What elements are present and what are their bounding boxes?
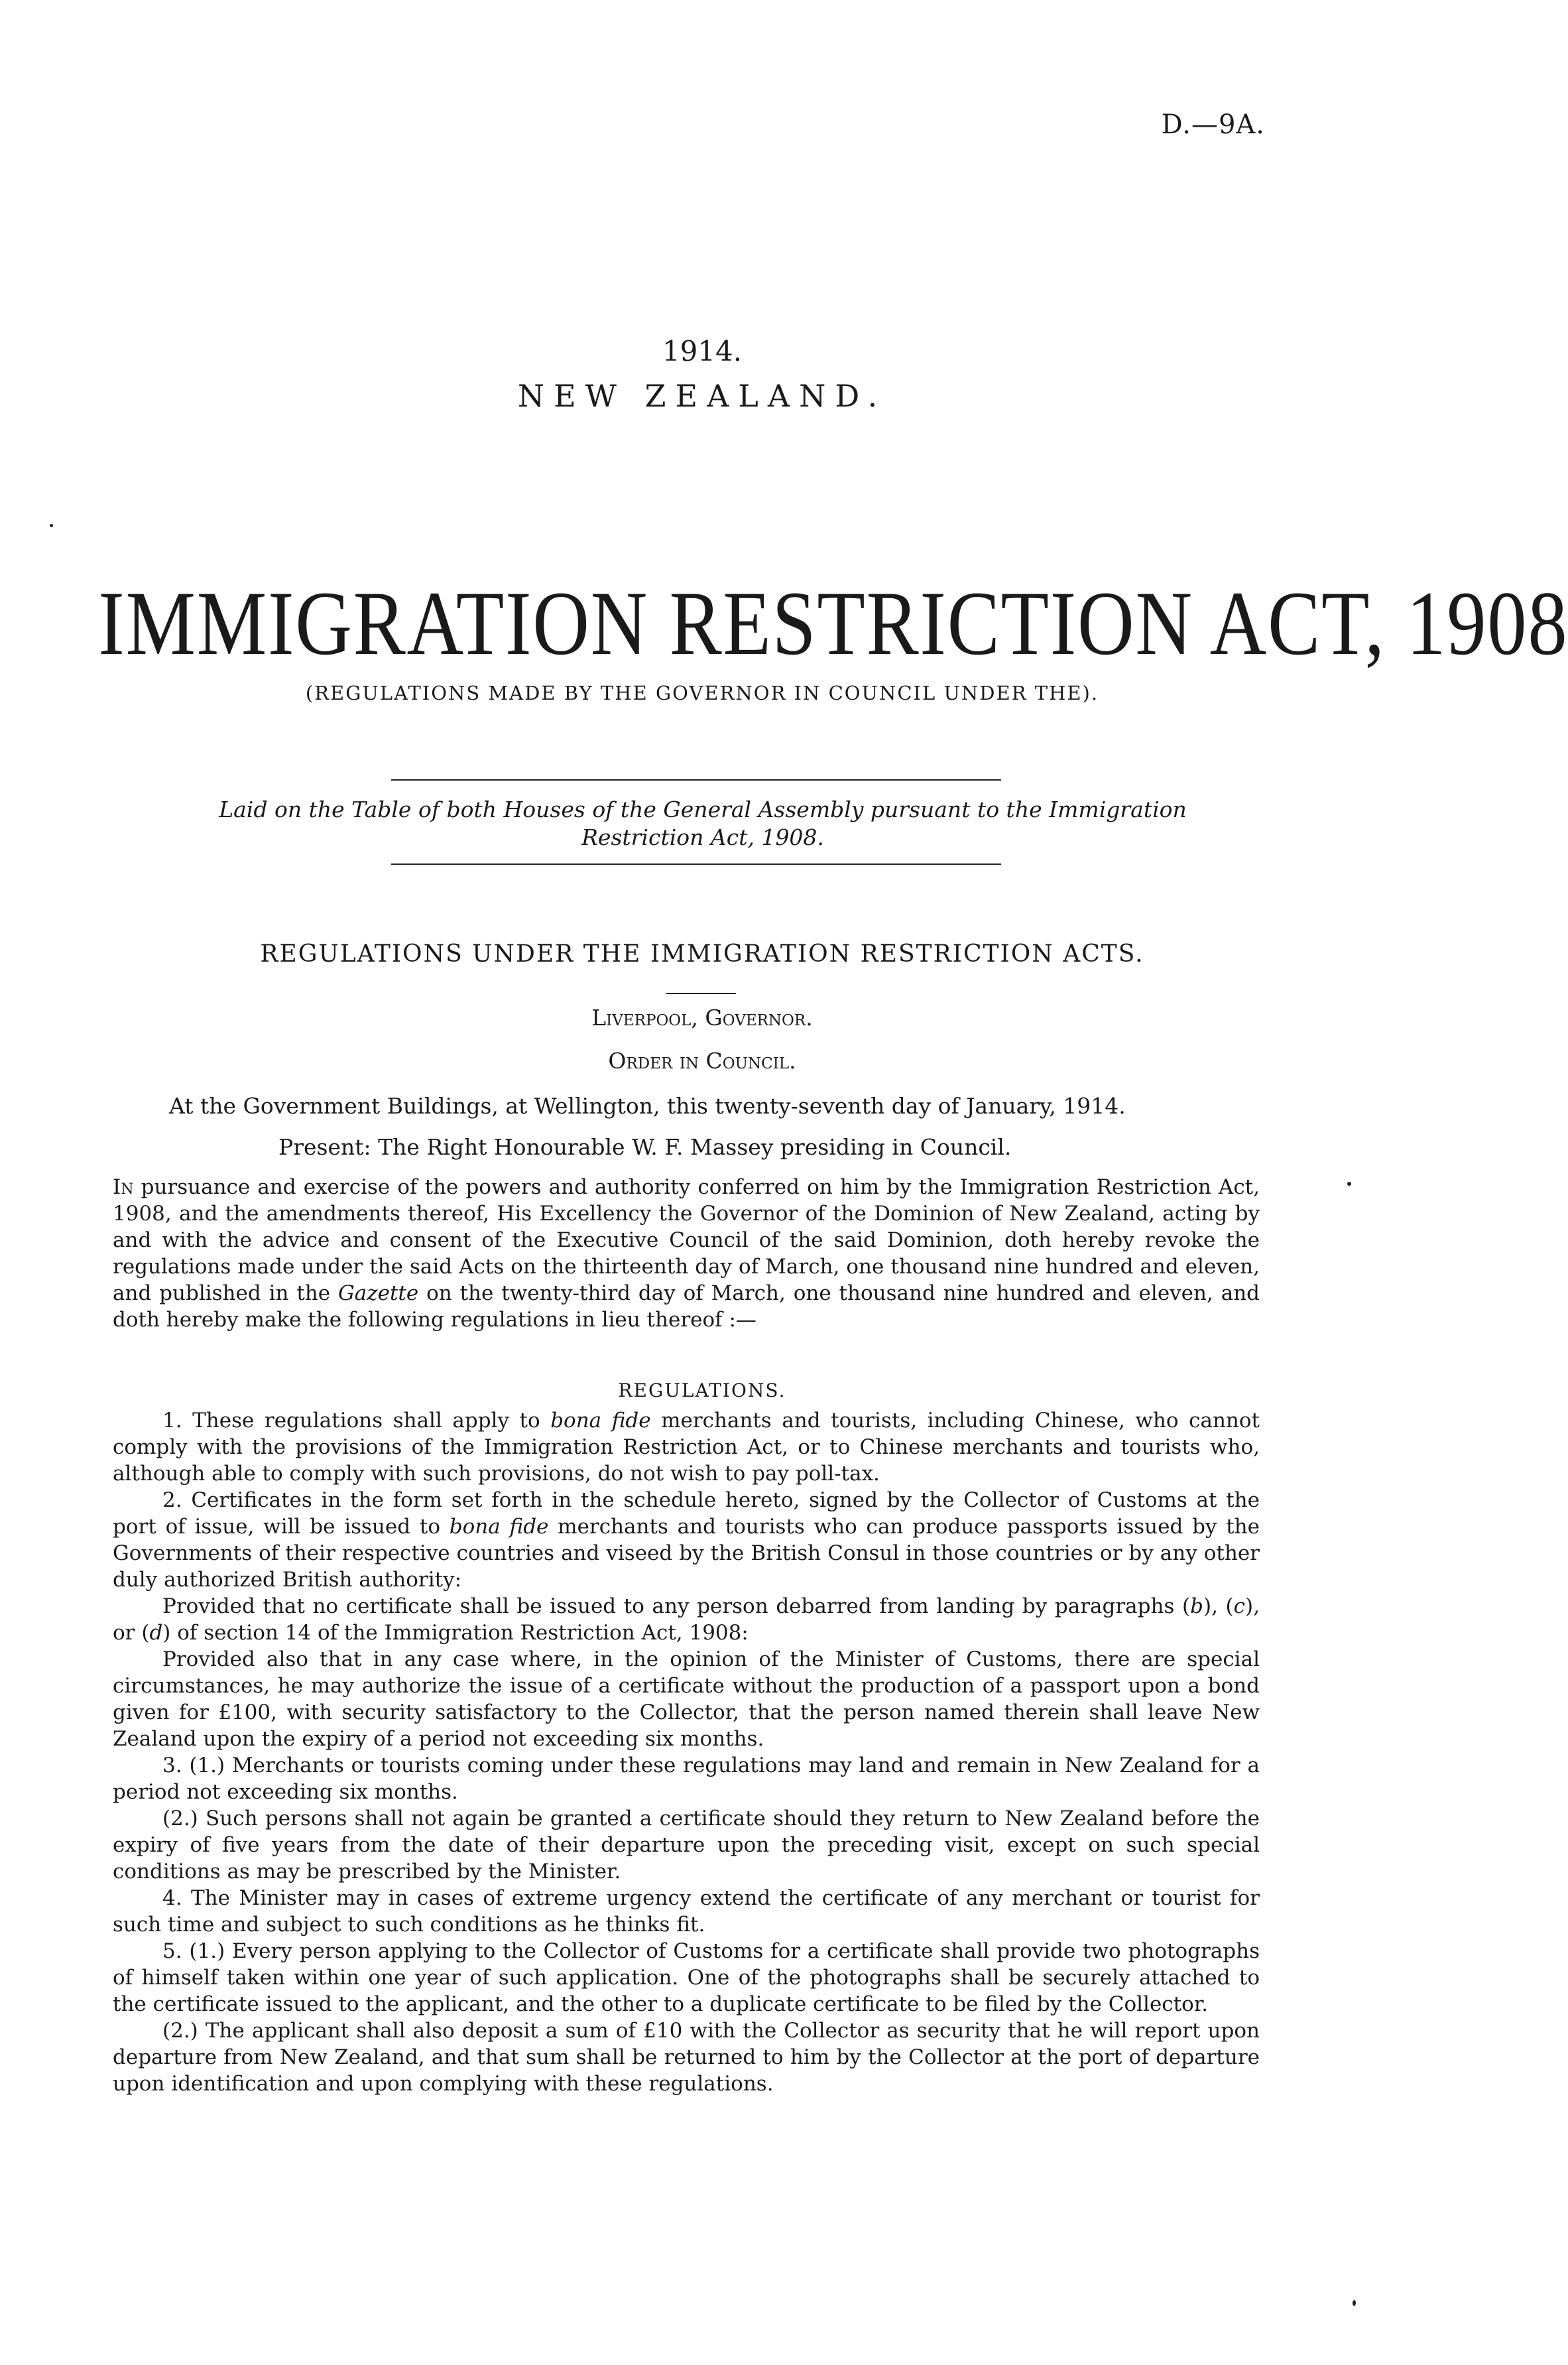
reg2-em: bona fide — [449, 1515, 549, 1539]
regulation-2-proviso-1 — [113, 1593, 1260, 1646]
regulation-3-2: (2.) Such persons shall not again be granted a certificate should they return to New Zealand before the expiry of five years from the date of their departure upon the preceding visit, except on such special conditions as may be prescribed by the Minister. — [113, 1807, 1260, 1884]
regulation-4: 4. The Minister may in cases of extreme urgency extend the certificate of any merchant or tourist for such time and subject to such conditions as he thinks fit. — [113, 1886, 1260, 1937]
place-date-line: At the Government Buildings, at Wellington, this twenty-seventh day of January, 1914. — [169, 1093, 1126, 1119]
proviso-1-b: b — [1190, 1594, 1203, 1618]
laid-after: of both Houses of the General Assembly pursuant to the Immigration Restriction Act, 1908. — [411, 797, 1187, 850]
year: 1914. — [662, 335, 743, 367]
regulation-5-1: 5. (1.) Every person applying to the Collector of Customs for a certificate shall provide two photographs of himself taken within one year of such application. One of the photographs shall be securely attached to the certificate issued to the applicant, and the other to a duplicate certificate to be filed by the Collector. — [113, 1939, 1260, 2016]
order-in-council: Order in Council. — [608, 1048, 796, 1074]
paper-speck-3 — [1353, 2300, 1356, 2306]
reg1-b: merchants and tourists, including Chinese, who cannot comply with the provisions of the Immigration Restriction Act, or to Chinese merchants and tourists who, although able to comply with such provisions, do not wish to pay poll-tax. — [113, 1409, 1260, 1486]
regulations-body — [113, 1407, 1260, 2097]
reg1-em: bona fide — [550, 1409, 651, 1433]
regulations-label: REGULATIONS. — [618, 1379, 786, 1401]
top-rule — [391, 779, 1001, 781]
proviso-1-d: c — [1233, 1594, 1246, 1618]
present-line: Present: The Right Honourable W. F. Massey presiding in Council. — [278, 1134, 1012, 1160]
proviso-1-a: Provided that no certificate shall be issued to any person debarred from landing by paragraphs ( — [162, 1594, 1191, 1618]
reg1-a: 1. These regulations shall apply to — [162, 1409, 551, 1433]
bottom-rule — [391, 863, 1001, 865]
preamble — [113, 1174, 1260, 1333]
preamble-text-2: on the twenty-third day of March, one thousand nine hundred and eleven, and doth hereby make the following regulations in lieu thereof :— — [113, 1281, 1260, 1332]
preamble-text-1: pursuance and exercise of the powers and authority conferred on him by the Immigration Restriction Act, 1908, and the amendments thereof, His Excellency the Governor of the Dominion of New Zealand, acting by and with the advice and consent of the Executive Council of the said Dominion, doth hereby revoke the regulations made under the said Acts on the thirteenth day of March, one thousand nine hundred and eleven, and published in the — [113, 1175, 1260, 1305]
laid-table: Table — [351, 797, 412, 822]
country-heading: NEW ZEALAND. — [517, 378, 887, 414]
regulations-heading: REGULATIONS UNDER THE IMMIGRATION RESTRICTION ACTS. — [260, 940, 1144, 968]
regulation-3-1: 3. (1.) Merchants or tourists coming under these regulations may land and remain in New Zealand for a period not exceeding six months. — [113, 1754, 1260, 1804]
preamble-gazette: Gazette — [338, 1281, 419, 1305]
laid-before: Laid on the — [219, 797, 352, 822]
regulation-5-2: (2.) The applicant shall also deposit a sum of £10 with the Collector as security that he will report upon departure from New Zealand, and that sum shall be returned to him by the Collector at the port of departure upon identification and upon complying with these regulations. — [113, 2019, 1260, 2096]
governor-signature: Liverpool, Governor. — [591, 1005, 813, 1031]
document-reference: D.—9A. — [1161, 109, 1265, 140]
reg2-a: 2. Certificates in the form set forth in the schedule hereto, signed by the Collector of Customs at the port of issue, will be issued to — [113, 1488, 1260, 1539]
paper-speck-1 — [50, 524, 53, 527]
short-rule-1 — [666, 993, 736, 994]
proviso-1-f: d — [149, 1621, 163, 1645]
act-subtitle: (REGULATIONS MADE BY THE GOVERNOR IN COUNCIL UNDER THE). — [305, 682, 1099, 704]
proviso-1-g: ) of section 14 of the Immigration Restriction Act, 1908: — [162, 1621, 749, 1645]
paper-speck-2 — [1347, 1182, 1351, 1186]
proviso-1-c: ), ( — [1203, 1594, 1234, 1618]
regulation-2 — [113, 1487, 1260, 1593]
preamble-dropcap: In — [113, 1175, 134, 1199]
laid-on-table-note — [159, 796, 1246, 852]
act-title: IMMIGRATION RESTRICTION ACT, 1908 — [98, 572, 1568, 674]
regulation-1 — [113, 1407, 1260, 1487]
reg2-b: merchants and tourists who can produce passports issued by the Governments of their respective countries and viseed by the British Consul in those countries or by any other duly authorized British authority: — [113, 1515, 1260, 1592]
proviso-1-e: ), or ( — [113, 1594, 1260, 1645]
regulation-2-proviso-2: Provided also that in any case where, in the opinion of the Minister of Customs, there are special circumstances, he may authorize the issue of a certificate without the production of a passport upon a bond given for £100, with security satisfactory to the Collector, that the person named therein shall leave New Zealand upon the expiry of a period not exceeding six months. — [113, 1647, 1260, 1751]
